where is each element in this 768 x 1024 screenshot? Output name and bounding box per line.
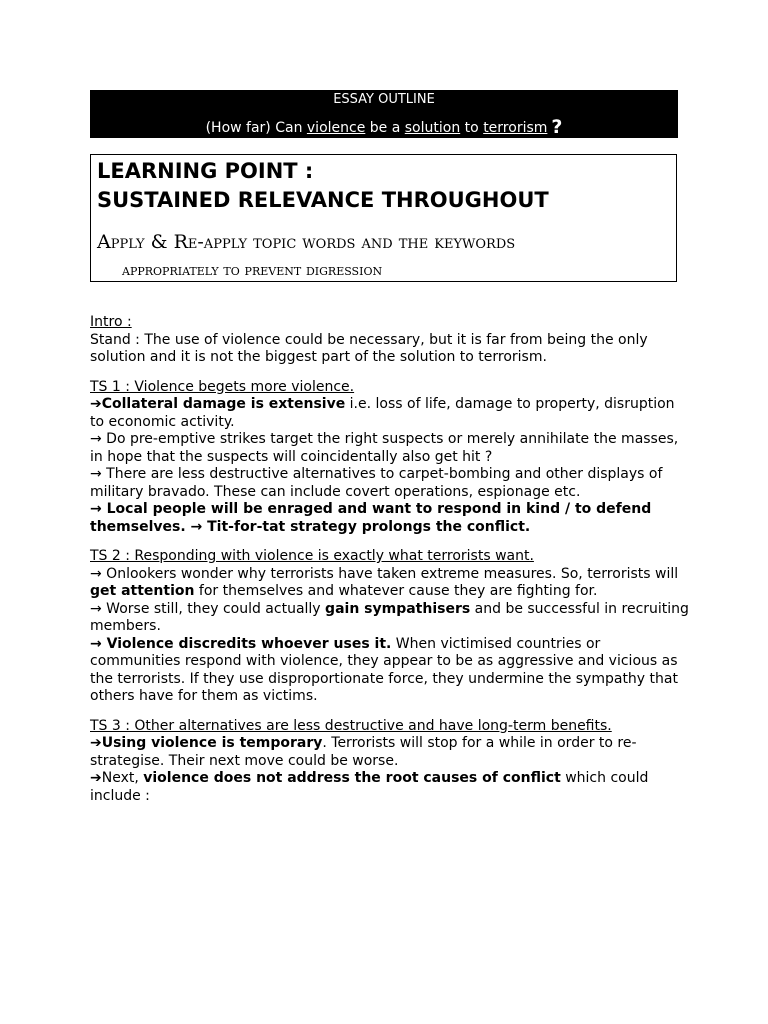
learning-point-box <box>90 154 677 282</box>
intro-heading: Intro : <box>90 314 132 330</box>
ts2-heading: TS 2 : Responding with violence is exactly what terrorists want. <box>90 548 534 564</box>
learning-point-instruction-1: Apply & Re-apply topic words and the keywords <box>97 231 516 253</box>
ts1-point-3: → There are less destructive alternatives to carpet-bombing and other displays of military bravado. These can include covert operations, espionage etc. <box>90 466 663 500</box>
ts3-point-2: ➔Next, violence does not address the root causes of conflict which could include : <box>90 770 649 804</box>
learning-point-instruction-2: appropriately to prevent digression <box>122 261 383 279</box>
ts1-point-1: ➔Collateral damage is extensive i.e. loss of life, damage to property, disruption to economic activity. <box>90 396 675 430</box>
essay-body <box>90 314 690 805</box>
learning-point-title: LEARNING POINT : <box>97 159 314 183</box>
ts1-heading: TS 1 : Violence begets more violence. <box>90 378 355 395</box>
ts2-point-2: → Worse still, they could actually gain sympathisers and be successful in recruiting members. <box>90 600 689 634</box>
ts1-point-2: → Do pre-emptive strikes target the right suspects or merely annihilate the masses, in hope that the suspects will coincidentally also get hit ? <box>90 431 679 465</box>
ts2-point-1: → Onlookers wonder why terrorists have taken extreme measures. So, terrorists will get attention for themselves and whatever cause they are fighting for. <box>90 565 679 599</box>
ts3-heading: TS 3 : Other alternatives are less destructive and have long-term benefits. <box>90 717 612 734</box>
question-mark: ? <box>551 116 563 138</box>
essay-question: (How far) Can violence be a solution to terrorism ? <box>205 116 563 138</box>
ts3-point-1: ➔Using violence is temporary. Terrorists will stop for a while in order to re-strategise. Their next move could be worse. <box>90 735 637 769</box>
essay-title: ESSAY OUTLINE <box>333 92 435 107</box>
intro-text: Stand : The use of violence could be necessary, but it is far from being the only solution and it is not the biggest part of the solution to terrorism. <box>90 331 648 365</box>
ts2-point-3: → Violence discredits whoever uses it. When victimised countries or communities respond with violence, they appear to be as aggressive and vicious as the terrorists. If they use disproportionate force, they undermine the sympathy that others have for them as victims. <box>90 635 678 704</box>
ts1-point-4: → Local people will be enraged and want to respond in kind / to defend themselves. → Tit-for-tat strategy prolongs the conflict. <box>90 501 652 535</box>
essay-header <box>90 90 678 138</box>
learning-point-subtitle: SUSTAINED RELEVANCE THROUGHOUT <box>97 188 549 212</box>
